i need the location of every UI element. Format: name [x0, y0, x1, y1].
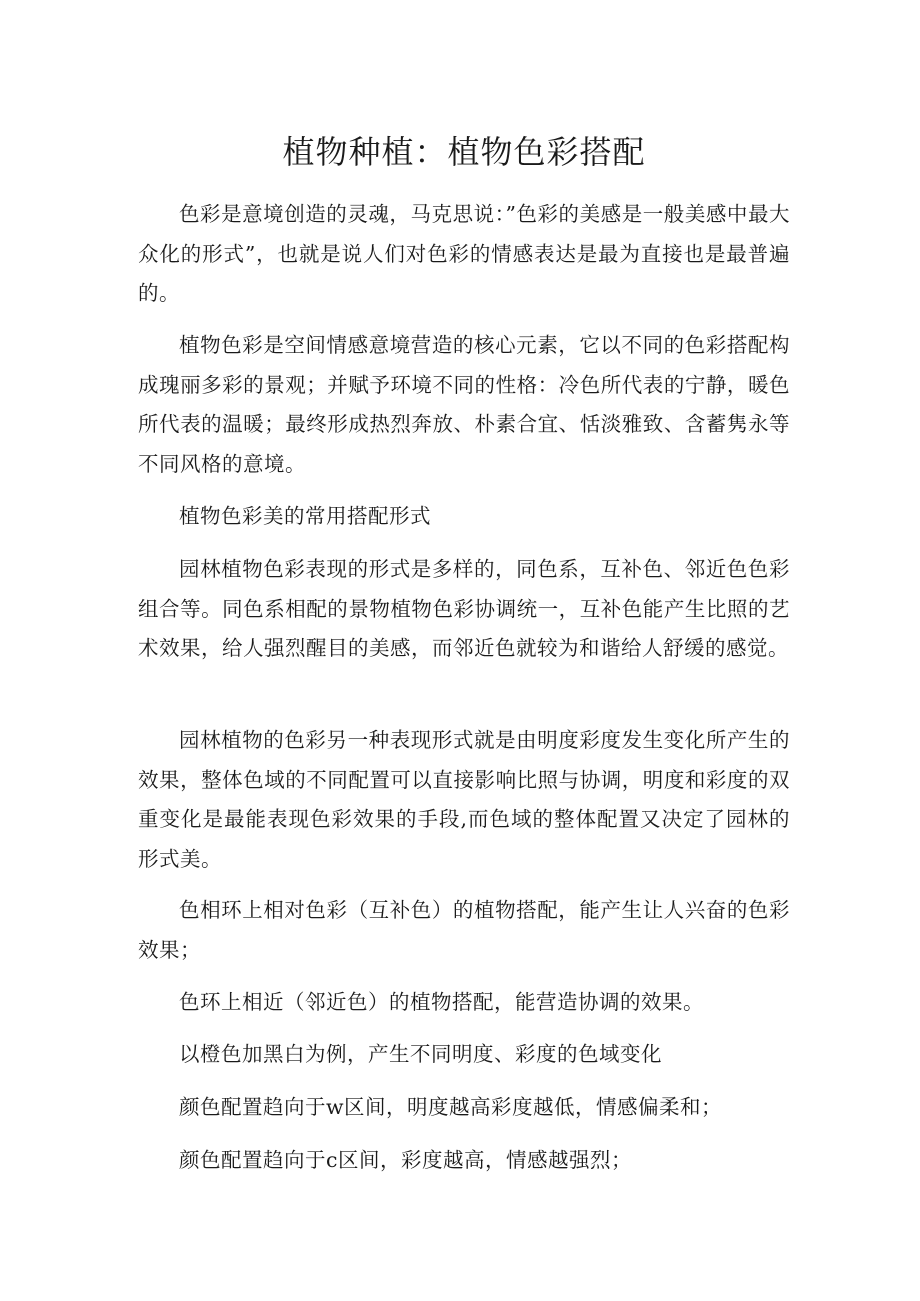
paragraph-1: 色彩是意境创造的灵魂，马克思说：”色彩的美感是一般美感中最大众化的形式”，也就是说人们对色彩的情感表达是最为直接也是最普遍的。 [138, 202, 790, 305]
paragraph-9: 颜色配置趋向于c区间，彩度越高，情感越强烈； [179, 1148, 632, 1172]
paragraph-2: 植物色彩是空间情感意境营造的核心元素，它以不同的色彩搭配构成瑰丽多彩的景观；并赋予环境不同的性格：冷色所代表的宁静，暖色所代表的温暖；最终形成热烈奔放、朴素合宜、恬淡雅致、含蓄隽永等不同风格的意境。 [138, 333, 790, 476]
paragraph-6: 色环上相近（邻近色）的植物搭配，能营造协调的效果。 [179, 990, 704, 1014]
paragraph-5: 色相环上相对色彩（互补色）的植物搭配，能产生让人兴奋的色彩效果； [138, 898, 790, 962]
paragraph-7: 以橙色加黑白为例，产生不同明度、彩度的色域变化 [179, 1042, 662, 1066]
document-title: 植物种植：植物色彩搭配 [282, 133, 646, 171]
paragraph-4: 园林植物的色彩另一种表现形式就是由明度彩度发生变化所产生的效果，整体色域的不同配置可以直接影响比照与协调，明度和彩度的双重变化是最能表现色彩效果的手段,而色域的整体配置又决定了园林的形式美。 [138, 728, 790, 871]
paragraph-8: 颜色配置趋向于w区间，明度越高彩度越低，情感偏柔和； [179, 1095, 723, 1119]
section-heading: 植物色彩美的常用搭配形式 [179, 504, 431, 528]
paragraph-3: 园林植物色彩表现的形式是多样的，同色系，互补色、邻近色色彩组合等。同色系相配的景物植物色彩协调统一，互补色能产生比照的艺术效果，给人强烈醒目的美感，而邻近色就较为和谐给人舒缓的感觉。 [138, 557, 790, 660]
